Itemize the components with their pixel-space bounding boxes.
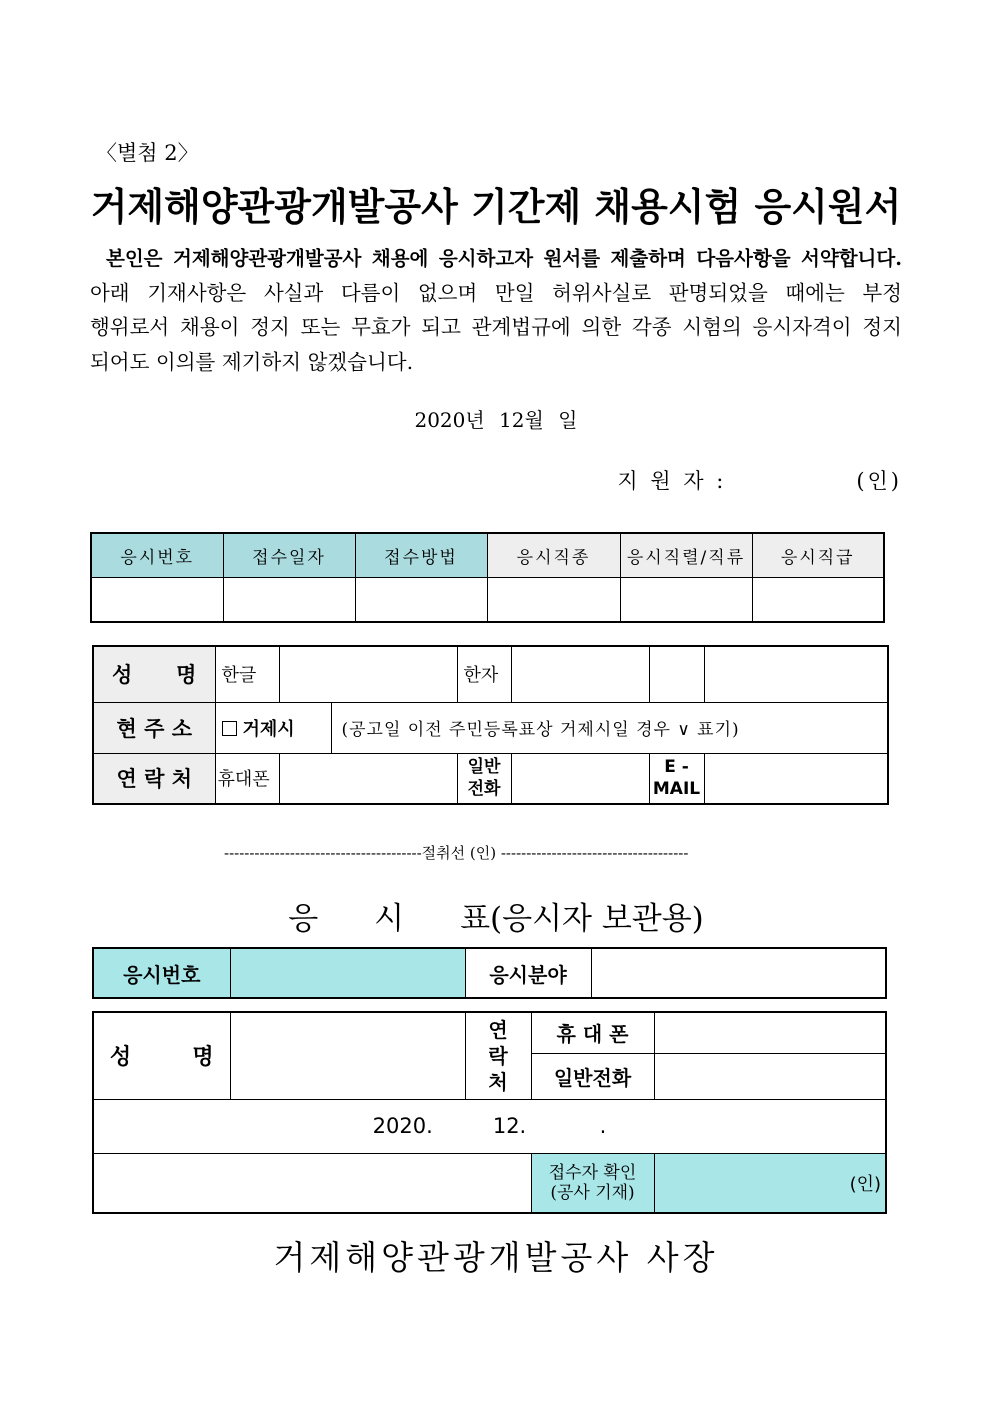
geoje-checkbox-cell[interactable]: [215, 702, 331, 753]
ticket-field-value[interactable]: [591, 948, 886, 998]
blank-cell: [649, 646, 704, 702]
ticket-detail-table: [92, 1011, 887, 1214]
contact-label: 연 락 처: [93, 753, 215, 804]
ticket-name-label: 성 명: [93, 1012, 230, 1099]
hangul-label: 한글: [215, 646, 279, 702]
personal-info-table: [92, 645, 889, 805]
phone-field[interactable]: [511, 753, 649, 804]
contact-char-3: 처: [488, 1069, 508, 1094]
email-label: [649, 753, 704, 804]
pledge-line-2: 아래 기재사항은 사실과 다름이 없으며 만일 허위사실로 판명되었을 때에는 부정: [90, 281, 902, 305]
ticket-title-part2: 시: [374, 901, 405, 937]
receipt-method-field[interactable]: [355, 578, 487, 623]
ticket-mobile-field[interactable]: [654, 1012, 886, 1053]
ticket-title: [0, 893, 992, 938]
ticket-blank-area: [93, 1153, 531, 1213]
application-date: 2020년 12월 일: [414, 408, 578, 432]
email-field[interactable]: [704, 753, 888, 804]
ticket-exam-table: [92, 947, 887, 999]
mobile-field[interactable]: [279, 753, 457, 804]
ticket-exam-number-label: 응시번호: [93, 948, 230, 998]
hangul-name-field[interactable]: [279, 646, 457, 702]
ticket-phone-label: 일반전화: [531, 1053, 654, 1099]
blank-cell-wide: [704, 646, 888, 702]
geoje-note: (공고일 이전 주민등록표상 거제시일 경우 ∨ 표기): [331, 702, 888, 753]
phone-label-line2: 전화: [467, 779, 501, 800]
job-series-field[interactable]: [620, 578, 752, 623]
checkbox-icon[interactable]: [222, 721, 237, 736]
applicant-label: 지 원 자 :: [617, 469, 727, 493]
ticket-title-part3: 표(응시자 보관용): [460, 901, 704, 937]
applicant-seal: (인): [856, 469, 902, 493]
job-type-field[interactable]: [487, 578, 620, 623]
receiver-label-line1: 접수자 확인: [548, 1162, 637, 1183]
ticket-contact-label: [465, 1012, 531, 1099]
receiver-label-line2: (공사 기재): [550, 1182, 635, 1203]
exam-number-field[interactable]: [91, 578, 223, 623]
header-exam-number: 응시번호: [91, 533, 223, 578]
page-title: 거제해양관광개발공사 기간제 채용시험 응시원서: [90, 185, 902, 229]
contact-char-1: 연: [488, 1017, 508, 1042]
applicant-signature-line: [617, 465, 902, 495]
ticket-title-part1: 응: [288, 901, 319, 937]
hanja-label: 한자: [457, 646, 511, 702]
mobile-label: 휴대폰: [215, 753, 279, 804]
receiver-label: [531, 1153, 654, 1213]
ticket-phone-field[interactable]: [654, 1053, 886, 1099]
attachment-label: 〈별첨 2〉: [96, 141, 199, 165]
header-job-series: 응시직렬/직류: [620, 533, 752, 578]
email-label-line2: MAIL: [652, 779, 701, 800]
header-job-grade: 응시직급: [752, 533, 884, 578]
receiver-seal[interactable]: (인): [654, 1153, 886, 1213]
header-receipt-method: 접수방법: [355, 533, 487, 578]
receipt-date-field[interactable]: [223, 578, 355, 623]
job-grade-field[interactable]: [752, 578, 884, 623]
ticket-date: 2020. 12. .: [93, 1099, 886, 1153]
ticket-name-field[interactable]: [230, 1012, 465, 1099]
contact-char-2: 락: [488, 1043, 508, 1068]
geoje-label: 거제시: [242, 718, 295, 740]
pledge-line-3: 행위로서 채용이 정지 또는 무효가 되고 관계법규에 의한 각종 시험의 응시자격이 정지: [90, 315, 902, 339]
president-signature: 거제해양관광개발공사 사장: [273, 1238, 719, 1277]
address-label: 현 주 소: [93, 702, 215, 753]
phone-label: [457, 753, 511, 804]
hanja-name-field[interactable]: [511, 646, 649, 702]
header-job-type: 응시직종: [487, 533, 620, 578]
header-receipt-date: 접수일자: [223, 533, 355, 578]
email-label-line1: E -: [664, 757, 689, 778]
cut-line: ---------------------------------------절취선 (인) -------------------------------------: [224, 844, 689, 862]
phone-label-line1: 일반: [467, 757, 501, 778]
exam-info-table: [90, 532, 885, 623]
ticket-mobile-label: 휴 대 폰: [531, 1012, 654, 1053]
ticket-exam-number-field[interactable]: [230, 948, 465, 998]
name-label: 성 명: [93, 646, 215, 702]
pledge-line-1: 본인은 거제해양관광개발공사 채용에 응시하고자 원서를 제출하며 다음사항을 서약합니다.: [106, 247, 902, 270]
pledge-line-4: 되어도 이의를 제기하지 않겠습니다.: [90, 350, 414, 374]
ticket-field-label: 응시분야: [465, 948, 591, 998]
